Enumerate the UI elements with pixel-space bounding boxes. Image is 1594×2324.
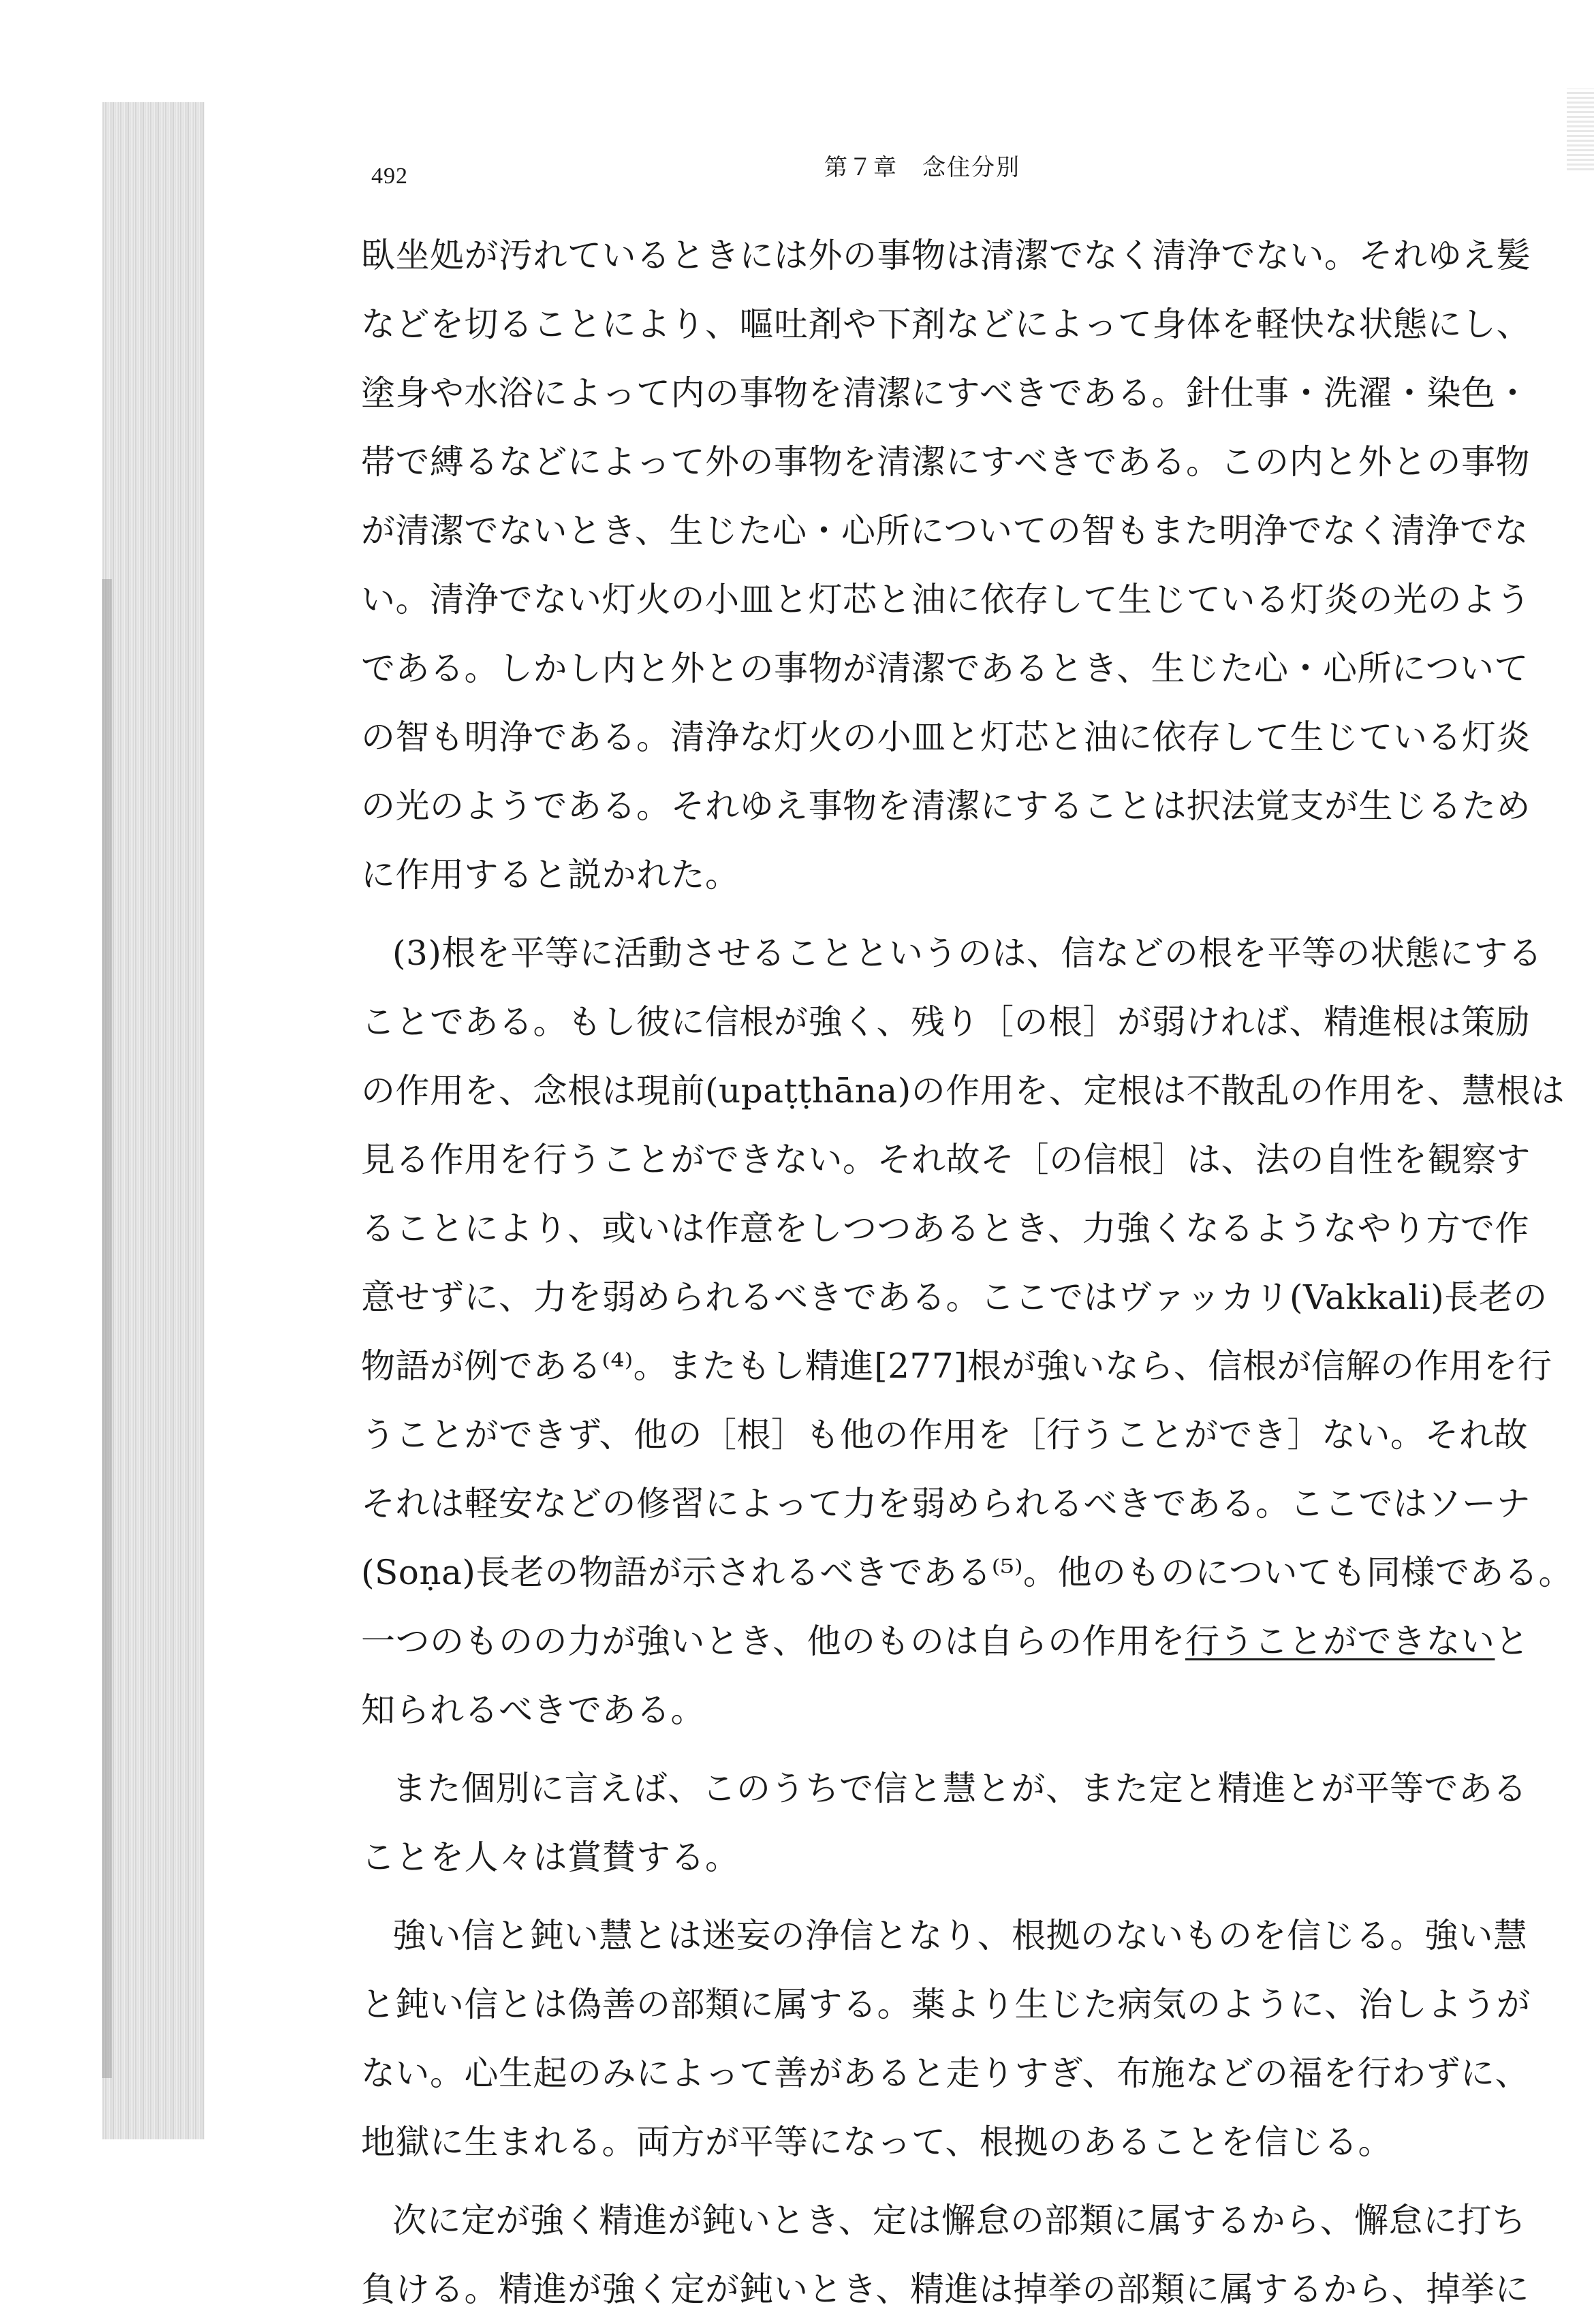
text-line: が清潔でないとき、生じた心・心所についての智もまた明浄でなく清浄でな bbox=[361, 511, 1529, 551]
text-line: の光のようである。それゆえ事物を清潔にすることは択法覚支が生じるため bbox=[361, 786, 1531, 826]
text-line: の智も明浄である。清浄な灯火の小皿と灯芯と油に依存して生じている灯炎 bbox=[361, 717, 1531, 757]
text-line: 知られるべきである。 bbox=[361, 1690, 705, 1730]
text-segment: 一つのものの力が強いとき、他のものは自らの作用を bbox=[361, 1622, 1185, 1661]
text-line: の作用を、念根は現前(upaṭṭhāna)の作用を、定根は不散乱の作用を、慧根は bbox=[361, 1071, 1565, 1111]
text-line: 意せずに、力を弱められるべきである。ここではヴァッカリ(Vakkali)長老の bbox=[361, 1277, 1548, 1317]
scan-edge-noise bbox=[1567, 89, 1594, 170]
paragraph-start-line: (3)根を平等に活動させることというのは、信などの根を平等の状態にする bbox=[392, 933, 1543, 973]
scan-binding-shadow bbox=[102, 102, 204, 2139]
paragraph-start-line: 強い信と鈍い慧とは迷妄の浄信となり、根拠のないものを信じる。強い慧 bbox=[392, 1916, 1528, 1955]
text-line: 地獄に生まれる。両方が平等になって、根拠のあることを信じる。 bbox=[361, 2122, 1392, 2162]
text-line: などを切ることにより、嘔吐剤や下剤などによって身体を軽快な状態にし、 bbox=[361, 305, 1531, 344]
text-line: (Soṇa)長老の物語が示されるべきである⁽⁵⁾。他のものについても同様である。 bbox=[361, 1553, 1573, 1592]
text-line: 負ける。精進が強く定が鈍いとき、精進は掉挙の部類に属するから、掉挙に bbox=[361, 2269, 1529, 2309]
text-line: に作用すると説かれた。 bbox=[361, 855, 740, 895]
text-line-with-underline bbox=[361, 1607, 1553, 1676]
body-text bbox=[361, 221, 1573, 2324]
text-line: 見る作用を行うことができない。それ故そ［の信根］は、法の自性を観察す bbox=[361, 1140, 1531, 1179]
text-line: と鈍い信とは偽善の部類に属する。薬より生じた病気のように、治しようが bbox=[361, 1985, 1531, 2024]
scan-binding-line bbox=[102, 579, 112, 2078]
text-line: 帯で縛るなどによって外の事物を清潔にすべきである。この内と外との事物 bbox=[361, 442, 1530, 482]
paragraph-start-line: また個別に言えば、このうちで信と慧とが、また定と精進とが平等である bbox=[392, 1769, 1527, 1808]
text-line: 臥坐処が汚れているときには外の事物は清潔でなく清浄でない。それゆえ髪 bbox=[361, 236, 1531, 275]
paragraph-start-line: 次に定が強く精進が鈍いとき、定は懈怠の部類に属するから、懈怠に打ち bbox=[392, 2201, 1527, 2240]
text-line: ことである。もし彼に信根が強く、残り［の根］が弱ければ、精進根は策励 bbox=[361, 1002, 1530, 1042]
text-line: い。清浄でない灯火の小皿と灯芯と油に依存して生じている灯炎の光のよう bbox=[361, 580, 1531, 619]
text-line: ことを人々は賞賛する。 bbox=[361, 1838, 740, 1877]
text-line: うことができず、他の［根］も他の作用を［行うことができ］ない。それ故 bbox=[361, 1415, 1528, 1455]
running-head: 第７章 念住分別 bbox=[824, 154, 1020, 181]
text-segment: と bbox=[1495, 1622, 1529, 1661]
text-line: ない。心生起のみによって善があると走りすぎ、布施などの福を行わずに、 bbox=[361, 2054, 1529, 2093]
page-number: 492 bbox=[371, 164, 408, 189]
text-line: それは軽安などの修習によって力を弱められるべきである。ここではソーナ bbox=[361, 1484, 1531, 1523]
text-line: 物語が例である⁽⁴⁾。またもし精進[277]根が強いなら、信根が信解の作用を行 bbox=[361, 1346, 1552, 1386]
underlined-text: 行うことができない bbox=[1185, 1622, 1495, 1661]
text-line: ることにより、或いは作意をしつつあるとき、力強くなるようなやり方で作 bbox=[361, 1209, 1529, 1248]
text-line: である。しかし内と外との事物が清潔であるとき、生じた心・心所について bbox=[361, 649, 1529, 688]
text-line: 塗身や水浴によって内の事物を清潔にすべきである。針仕事・洗濯・染色・ bbox=[361, 373, 1530, 413]
